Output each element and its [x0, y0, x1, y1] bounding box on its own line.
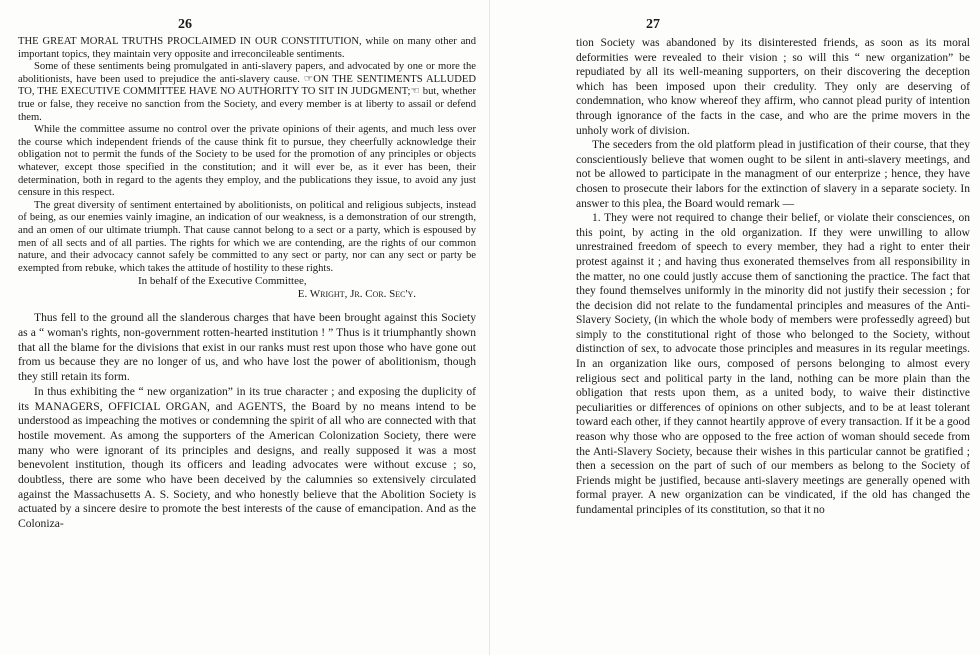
- signature-name: E. Wright, Jr. Cor. Sec'y.: [297, 288, 416, 301]
- circular-paragraph: The great diversity of sentiment entertained by abolitionists, on political and religious subjects, instead of being, as our enemies vainly imagine, an indication of our weakness, is a demonstration of our strength, and an omen of our ultimate triumph. That cause cannot belong to a sect or a party, which is espoused by men of all sects and of all parties. The rights for which we are contending, are the rights of our common nature, and their advocacy cannot safely be committed to any sect or party, nor can any sect or party be exempted from rebuke, which takes the attitude of hostility to these rights.: [18, 199, 476, 274]
- left-body-text: [18, 311, 476, 532]
- circular-paragraph: Some of these sentiments being promulgated in anti-slavery papers, and advocated by one or more the abolitionists, have been used to prejudice the anti-slavery cause. ☞ON THE SENTIMENTS ALLUDED TO, THE EXECUTIVE COMMITTEE HAVE NO AUTHORITY TO SIT IN JUDGMENT;☜ but, whether true or false, they receive no sanction from the Society, and every member is at liberty to assail or defend them.: [18, 61, 476, 123]
- right-page: [490, 0, 980, 655]
- body-paragraph: The seceders from the old platform plead in justification of their course, that they conscientiously believe that women ought to be silent in anti-slavery meetings, and not be allowed to participate in the managment of our enterprize ; hence, they have chosen to prosecute their labors for the extinction of slavery in a separate society. In answer to this plea, the Board would remark —: [576, 139, 970, 210]
- circular-paragraph: While the committee assume no control over the private opinions of their agents, and much less over the course which independent friends of the cause think fit to pursue, they cheerfully acknowledge their obligation not to permit the funds of the Society to be used for the promotion of any principles or objects whatever, except those specified in the constitution; and it will ever be, as it ever has been, their determination, both in regard to the agents they employ, and the publications they issue, to avoid any just censure in this respect.: [18, 124, 476, 199]
- page-number-left: 26: [178, 17, 192, 32]
- body-paragraph: tion Society was abandoned by its disinterested friends, as soon as its moral deformities were revealed to their vision ; so will this “ new organization” be repudiated by all its well-meaning supporters, on their discovering the deception which has been imposed upon their credulity. They only are deserving of condemnation, who know whereof they affirm, who cannot plead purity of intention through ignorance of the facts in the case, and who are the prime movers in the unholy work of division.: [576, 37, 970, 137]
- page-number-right: 27: [646, 17, 660, 32]
- circular-excerpt: [18, 36, 476, 275]
- circular-paragraph: THE GREAT MORAL TRUTHS PROCLAIMED IN OUR CONSTITUTION, while on many other and important topics, they maintain very opposite and irreconcileable sentiments.: [18, 36, 476, 60]
- signature-line: In behalf of the Executive Committee,: [138, 275, 307, 288]
- body-paragraph: In thus exhibiting the “ new organization” in its true character ; and exposing the duplicity of its MANAGERS, OFFICIAL ORGAN, and AGENTS, the Board by no means intend to be understood as impeaching the motives or condemning the spirit of all who are connected with that hostile movement. As among the supporters of the American Colonization Society, there were many who were ignorant of its principles and designs, and really supposed it was a most benevolent institution, though its officers and leading advocates were without excuse ; so, doubtless, there are some who have been deceived by the calumnies so extensively circulated against the Massachusetts A. S. Society, and who honestly believe that the Abolition Society is actuated by a sincere desire to promote the best interests of the cause of emancipation. And as the Coloniza-: [18, 384, 476, 531]
- body-paragraph: 1. They were not required to change their belief, or violate their consciences, on this point, by acting in the old organization. If they were unwilling to allow unrestrained freedom of speech to every member, they had a right to enter their protest against it ; and having thus exonerated themselves from all responsibility in the matter, no one could justly accuse them of sanctioning the practice. The fact that they found themselves uniformly in the minority did not justify their secession ; for the decision did not relate to the fundamental principles and measures of the Anti-Slavery Society, (in which the whole body of members were professedly agreed) but simply to the constitutional right of those who belonged to the Society, without distinction of sex, to advocate those principles and measures in its regular meetings. In an organization like ours, composed of persons belonging to almost every religious sect and political party in the land, nothing can be more plain than the obligation that rests upon them, as a united body, to waive their distinctive peculiarities or differences of opinions on other subjects, and to be at least tolerant toward each other, if they cannot heartily approve of every transaction. If it be a good reason why those who are opposed to the free action of woman should secede from the Anti-Slavery Society, because their wishes in this particular cannot be gratified ; then a secession on the part of such of our members as belong to the Society of Friends might be justified, because anti-slavery meetings are generally opened with formal prayer. A new organization can be vindicated, if the old has changed the fundamental principles of its constitution, so that it no: [576, 212, 970, 516]
- right-body-text: [576, 36, 970, 518]
- body-paragraph: Thus fell to the ground all the slanderous charges that have been brought against this Society as a “ woman's rights, non-government rotten-hearted institution ! ” Thus is it triumphantly shown that all the blame for the divisions that exist in our ranks must rest upon those who have gone out from us because they are no longer of us, and who have lost the power of abolitionism, though they still retain its form.: [18, 311, 476, 384]
